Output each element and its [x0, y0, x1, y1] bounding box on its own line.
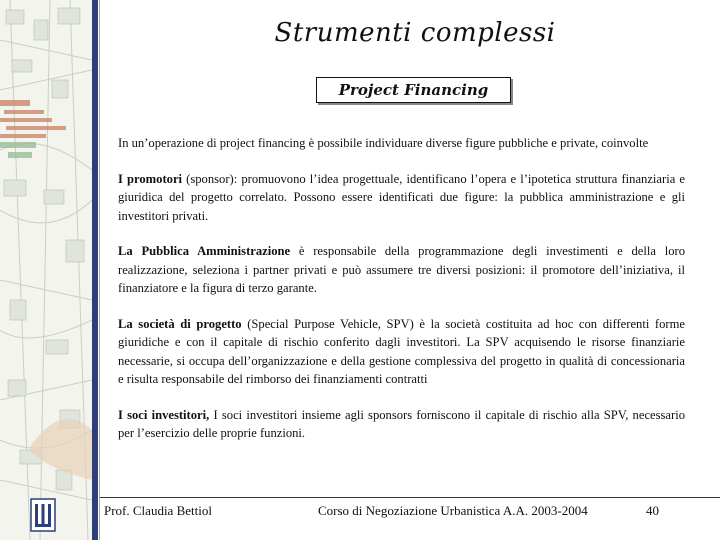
slide-title: Strumenti complessi [274, 18, 556, 48]
university-logo-icon [30, 498, 56, 532]
subtitle-box [316, 77, 511, 103]
map-illustration [0, 0, 92, 540]
vertical-accent-bar [92, 0, 98, 540]
paragraph-intro [118, 134, 685, 153]
paragraph-lead: I soci investitori, [118, 407, 210, 422]
paragraph-soci-investitori [118, 406, 685, 443]
paragraph-text: In un’operazione di project financing è possibile individuare diverse figure pubbliche e private, coinvolte [118, 136, 649, 150]
footer-divider [100, 497, 720, 498]
body-text [118, 134, 685, 460]
footer-course: Corso di Negoziazione Urbanistica A.A. 2003-2004 [318, 503, 588, 518]
paragraph-lead: La società di progetto [118, 316, 242, 331]
paragraph-societa-progetto [118, 315, 685, 389]
paragraph-text: I soci investitori insieme agli sponsors forniscono il capitale di rischio alla SPV, necessario per l’esercizio delle proprie funzioni. [118, 407, 686, 440]
paragraph-text: è responsabile della programmazione degli investimenti e della loro realizzazione, seleziona i partner privati e può assumere tre diversi posizioni: il promotore dell’iniziativa, il finanziatore e la figura di terzo garante. [118, 244, 686, 295]
vertical-thin-line [99, 0, 100, 540]
decorative-map-strip [0, 0, 92, 540]
paragraph-promotori [118, 170, 685, 226]
paragraph-lead: La Pubblica Amministrazione [118, 244, 291, 258]
paragraph-text: (sponsor): promuovono l’idea progettuale, identificano l’opera e l’ipotetica struttura finanziaria e giuridica del progetto correlato. Possono essere identificati due figure: la pubblica amministrazione e gli investitori privati. [118, 171, 685, 223]
footer-author: Prof. Claudia Bettiol [104, 503, 212, 518]
subtitle-text: Project Financing [338, 81, 489, 99]
paragraph-pubblica-amministrazione [118, 242, 685, 298]
paragraph-text: (Special Purpose Vehicle, SPV) è la società costituita ad hoc con differenti forme giuridiche e con il capitale di rischio conferito dagli investitori. La SPV acquisendo le risorse finanziarie necessarie, si occupa dell’organizzazione e della gestione complessiva del progetto in qualità di concessionaria e risulta responsabile del rimborso dei finanziamenti contratti [118, 316, 685, 386]
paragraph-lead: I promotori [118, 171, 183, 186]
page-number: 40 [646, 503, 659, 518]
